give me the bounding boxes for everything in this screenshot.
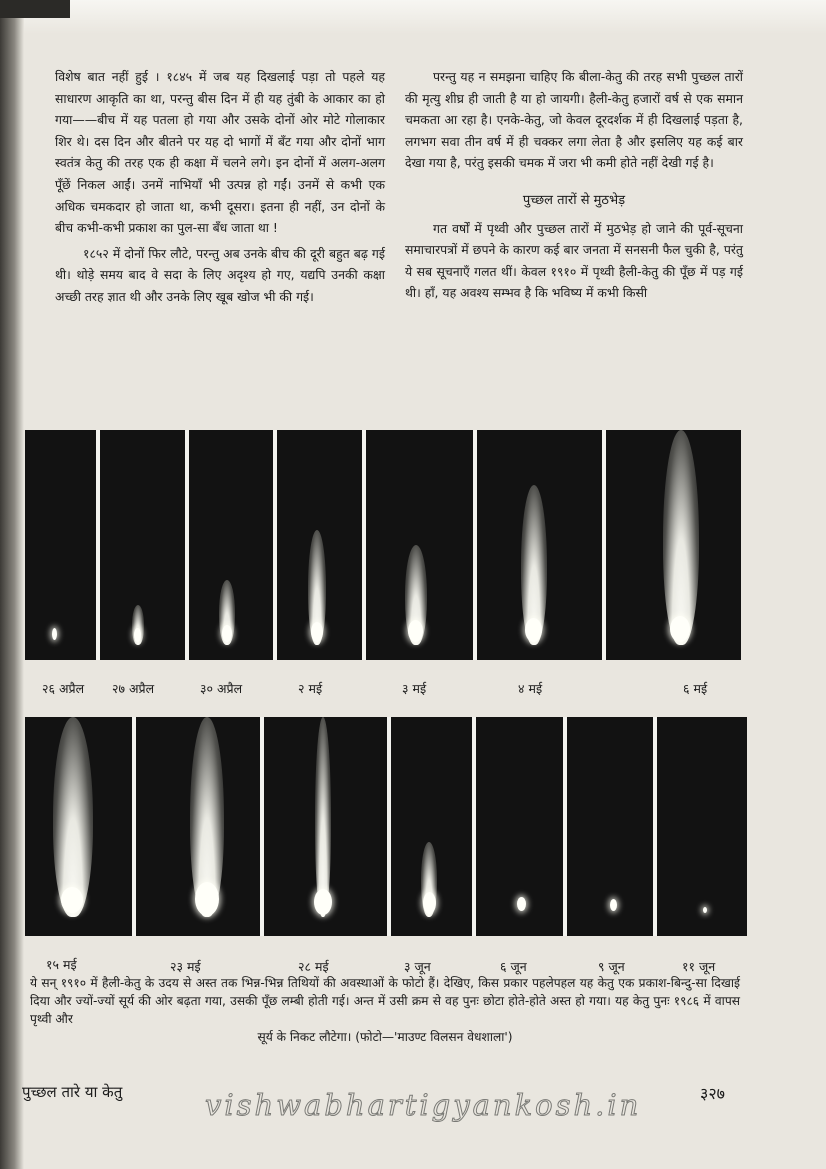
photo-date-label: १५ मई [46, 957, 77, 972]
comet-head-photo [311, 622, 323, 642]
right-paragraph-2: गत वर्षों में पृथ्वी और पुच्छल तारों में मुठभेड़ हो जाने की पूर्व-सूचना समाचारपत्रों में छपने के कारण कई बार जनता में सनसनी फैल चुकी है, परंतु ये सब सूचनाएँ गलत थीं। केवल १९१० में पृथ्वी हैली-केतु की पूँछ में पड़ गई थी। हाँ, यह अवश्य सम्भव है कि भविष्य में कभी किसी [405, 220, 743, 301]
frame-separator [273, 430, 277, 660]
comet-head-photo [222, 625, 232, 642]
frame-separator [602, 430, 606, 660]
comet-head-photo [52, 628, 57, 640]
frame-separator [472, 717, 476, 936]
photo-date-label: ११ जून [682, 959, 716, 974]
page-number: ३२७ [700, 1084, 725, 1103]
frame-separator [185, 430, 189, 660]
frame-separator [96, 430, 100, 660]
frame-separator [653, 717, 657, 936]
frame-separator [260, 717, 264, 936]
comet-head-photo [423, 892, 436, 914]
page-binding-shadow [0, 0, 24, 1169]
photo-date-label: २७ अप्रैल [112, 681, 155, 696]
comet-head-photo [703, 907, 707, 913]
photo-date-label: ३० अप्रैल [200, 681, 243, 696]
caption-text: ये सन् १९१० में हैली-केतु के उदय से अस्त तक भिन्न-भिन्न तिथियों की अवस्थाओं के फोटो हैं। देखिए, किस प्रकार पहलेपहल यह केतु एक प्रकाश-बिन्दु-सा दिखाई दिया और ज्यों-ज्यों सूर्य की ओर बढ़ता गया, उसकी पूँछ लम्बी होती गई। अन्त में उसी क्रम से वह पुनः छोटा होते-होते अस्त हो गया। यह केतु पुनः १९८६ में वापस पृथ्वी और [30, 976, 740, 1026]
photo-date-label: ६ मई [683, 681, 708, 696]
left-paragraph-2: १८५२ में दोनों फिर लौटे, परन्तु अब उनके बीच की दूरी बहुत बढ़ गई थी। थोड़े समय बाद वे सदा के लिए अदृश्य हो गए, यद्यपि उनकी कक्षा अच्छी तरह ज्ञात थी और उनके लिए खूब खोज भी की गई। [55, 245, 385, 304]
comet-head-photo [195, 882, 219, 916]
frame-separator [473, 430, 477, 660]
photo-date-label: ३ जून [404, 959, 431, 974]
comet-head-photo [610, 899, 617, 911]
page-corner [0, 0, 70, 18]
comet-tail-photo [315, 717, 331, 917]
comet-head-photo [517, 897, 526, 911]
section-subheading: पुच्छल तारों से मुठभेड़ [522, 192, 626, 208]
photo-date-label: ९ जून [598, 959, 625, 974]
left-column [55, 66, 385, 308]
photo-date-label: ४ मई [518, 681, 543, 696]
frame-separator [563, 717, 567, 936]
comet-head-photo [134, 628, 141, 642]
right-column [405, 66, 743, 304]
comet-head-photo [525, 618, 542, 642]
comet-tail-photo [663, 430, 699, 645]
photo-date-label: २८ मई [298, 959, 329, 974]
watermark: vishwabhartigyankosh.in [205, 1088, 642, 1122]
photo-date-label: ३ मई [402, 681, 427, 696]
comet-head-photo [670, 616, 690, 642]
figure-caption [30, 974, 740, 1046]
comet-photo-strip-2 [25, 717, 747, 936]
frame-separator [387, 717, 391, 936]
photo-date-label: २३ मई [170, 959, 201, 974]
left-paragraph-1: विशेष बात नहीं हुई । १८४५ में जब यह दिखलाई पड़ा तो पहले यह साधारण आकृति का था, परन्तु बीस दिन में ही यह तुंबी के आकार का हो गया——बीच में यह पतला हो गया और उसके दोनों ओर मोटे गोलाकार शिर थे। दस दिन और बीतने पर यह दो भागों में बँट गया और दोनों भाग स्वतंत्र केतु की तरह एक ही कक्षा में चलने लगे। इन दोनों में अलग-अलग पूँछें निकल आईं। उनमें नाभियाँ भी उत्पन्न हो गईं। उनमें से कभी एक अधिक चमकदार हो जाता था, कभी दूसरा। इतना ही नहीं, उन दोनों के बीच कभी-कभी प्रकाश का पुल-सा बँध जाता था ! [55, 69, 385, 236]
frame-separator [132, 717, 136, 936]
right-paragraph-1: परन्तु यह न समझना चाहिए कि बीला-केतु की तरह सभी पुच्छल तारों की मृत्यु शीघ्र ही जाती है या हो जायगी। हैली-केतु हजारों वर्ष से एक समान चमकता आ रहा है। एनके-केतु, जो केवल दूरदर्शक में ही दिखलाई पड़ता है, लगभग सवा तीन वर्ष में ही चक्कर लगा लेता है और इसलिए यह कई बार देखा गया है, परंतु इसकी चमक में जरा भी कमी होते नहीं देखी गई है। [405, 69, 743, 171]
comet-head-photo [408, 620, 423, 642]
comet-head-photo [61, 887, 83, 913]
photo-date-label: २ मई [298, 681, 323, 696]
running-title: पुच्छल तारे या केतु [22, 1083, 123, 1101]
caption-last-line: सूर्य के निकट लौटेगा। (फोटो—'माउण्ट विलसन वेधशाला') [257, 1030, 513, 1044]
page-top-edge [0, 0, 826, 34]
photo-date-label: ६ जून [500, 959, 527, 974]
comet-photo-strip-1 [25, 430, 741, 660]
frame-separator [362, 430, 366, 660]
comet-head-photo [314, 889, 332, 915]
photo-date-label: २६ अप्रैल [42, 681, 85, 696]
